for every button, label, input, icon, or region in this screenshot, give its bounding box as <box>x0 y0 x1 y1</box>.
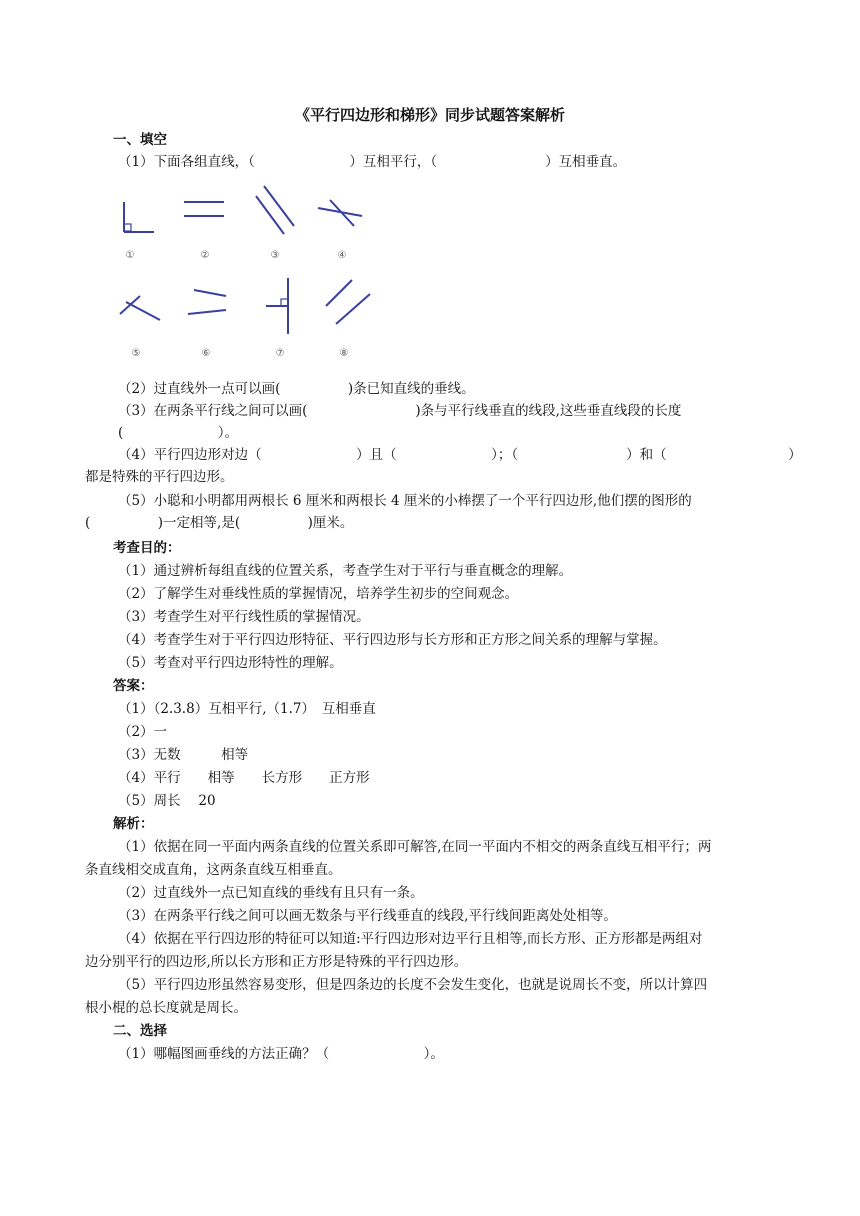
analysis-5-line-2: 根小棍的总长度就是周长。 <box>85 1000 247 1016</box>
section-heading-choice: 二、选择 <box>113 1023 167 1039</box>
analysis-2: （2）过直线外一点已知直线的垂线有且只有一条。 <box>118 885 424 901</box>
analysis-4-line-1: （4）依据在平行四边形的特征可以知道:平行四边形对边平行且相等,而长方形、正方形都是两组对 <box>118 931 703 947</box>
figure-label-1: ① <box>125 250 135 261</box>
purpose-item-3: （3）考查学生对平行线性质的掌握情况。 <box>118 609 370 625</box>
figure-label-6: ⑥ <box>201 348 211 359</box>
answer-3: （3）无数 相等 <box>118 747 249 763</box>
analysis-3: （3）在两条平行线之间可以画无数条与平行线垂直的线段,平行线间距离处处相等。 <box>118 908 617 924</box>
question-4-line-1: （4）平行四边形对边（ ）且（ ）；（ ）和（ ） <box>118 447 802 463</box>
analysis-4-line-2: 边分别平行的四边形,所以长方形和正方形是特殊的平行四边形。 <box>85 954 468 970</box>
question-5-line-1: （5）小聪和小明都用两根长 6 厘米和两根长 4 厘米的小棒摆了一个平行四边形,他们摆的图形的 <box>118 493 692 509</box>
question-2: （2）过直线外一点可以画( )条已知直线的垂线。 <box>118 381 475 397</box>
answer-5: （5）周长 20 <box>118 793 216 809</box>
figure-label-4: ④ <box>337 250 347 261</box>
figure-7-perpendicular <box>266 278 288 334</box>
figure-label-7: ⑦ <box>275 348 285 359</box>
purpose-item-4: （4）考查学生对于平行四边形特征、平行四边形与长方形和正方形之间关系的理解与掌握。 <box>118 632 667 648</box>
figure-6-nonparallel <box>188 290 226 314</box>
answer-2: （2）一 <box>118 724 168 740</box>
question-4-line-2: 都是特殊的平行四边形。 <box>85 469 234 485</box>
purpose-item-5: （5）考查对平行四边形特性的理解。 <box>118 655 343 671</box>
purpose-item-1: （1）通过辨析每组直线的位置关系，考查学生对于平行与垂直概念的理解。 <box>118 563 573 579</box>
question-3-line-2: ( ）。 <box>118 425 239 441</box>
figure-label-2: ② <box>200 250 210 261</box>
analysis-1-line-1: （1）依据在同一平面内两条直线的位置关系即可解答,在同一平面内不相交的两条直线互相平行；两 <box>118 839 712 855</box>
analysis-heading: 解析： <box>113 816 154 832</box>
line-pairs-figure <box>108 178 388 368</box>
answers-heading: 答案： <box>113 678 154 694</box>
question-5-line-2: ( )一定相等,是( )厘米。 <box>85 515 354 531</box>
figure-label-8: ⑧ <box>339 348 349 359</box>
question-3-line-1: （3）在两条平行线之间可以画( )条与平行线垂直的线段,这些垂直线段的长度 <box>118 403 682 419</box>
figure-5-intersecting-v <box>120 296 160 320</box>
purpose-heading: 考查目的： <box>113 540 181 556</box>
figure-label-3: ③ <box>270 250 280 261</box>
figure-4-intersecting <box>318 200 362 226</box>
figure-1-right-angle <box>124 202 154 232</box>
figure-label-5: ⑤ <box>131 348 141 359</box>
analysis-1-line-2: 条直线相交成直角，这两条直线互相垂直。 <box>85 862 342 878</box>
page-title: 《平行四边形和梯形》同步试题答案解析 <box>294 106 565 124</box>
choice-question-1: （1）哪幅图画垂线的方法正确？（ ）。 <box>118 1046 444 1062</box>
figure-2-parallel-horizontal <box>184 202 224 216</box>
figure-3-parallel-diagonal <box>256 186 294 234</box>
analysis-5-line-1: （5）平行四边形虽然容易变形，但是四条边的长度不会发生变化，也就是说周长不变，所以计算四 <box>118 977 708 993</box>
answer-4: （4）平行 相等 长方形 正方形 <box>118 770 370 786</box>
section-heading-fill-blank: 一、填空 <box>113 132 167 148</box>
purpose-item-2: （2）了解学生对垂线性质的掌握情况，培养学生初步的空间观念。 <box>118 586 519 602</box>
question-1: （1）下面各组直线，（ ）互相平行，（ ）互相垂直。 <box>118 154 627 170</box>
answer-1: （1）（2.3.8）互相平行,（1.7） 互相垂直 <box>118 701 376 717</box>
figure-8-parallel-diagonal <box>326 280 370 324</box>
